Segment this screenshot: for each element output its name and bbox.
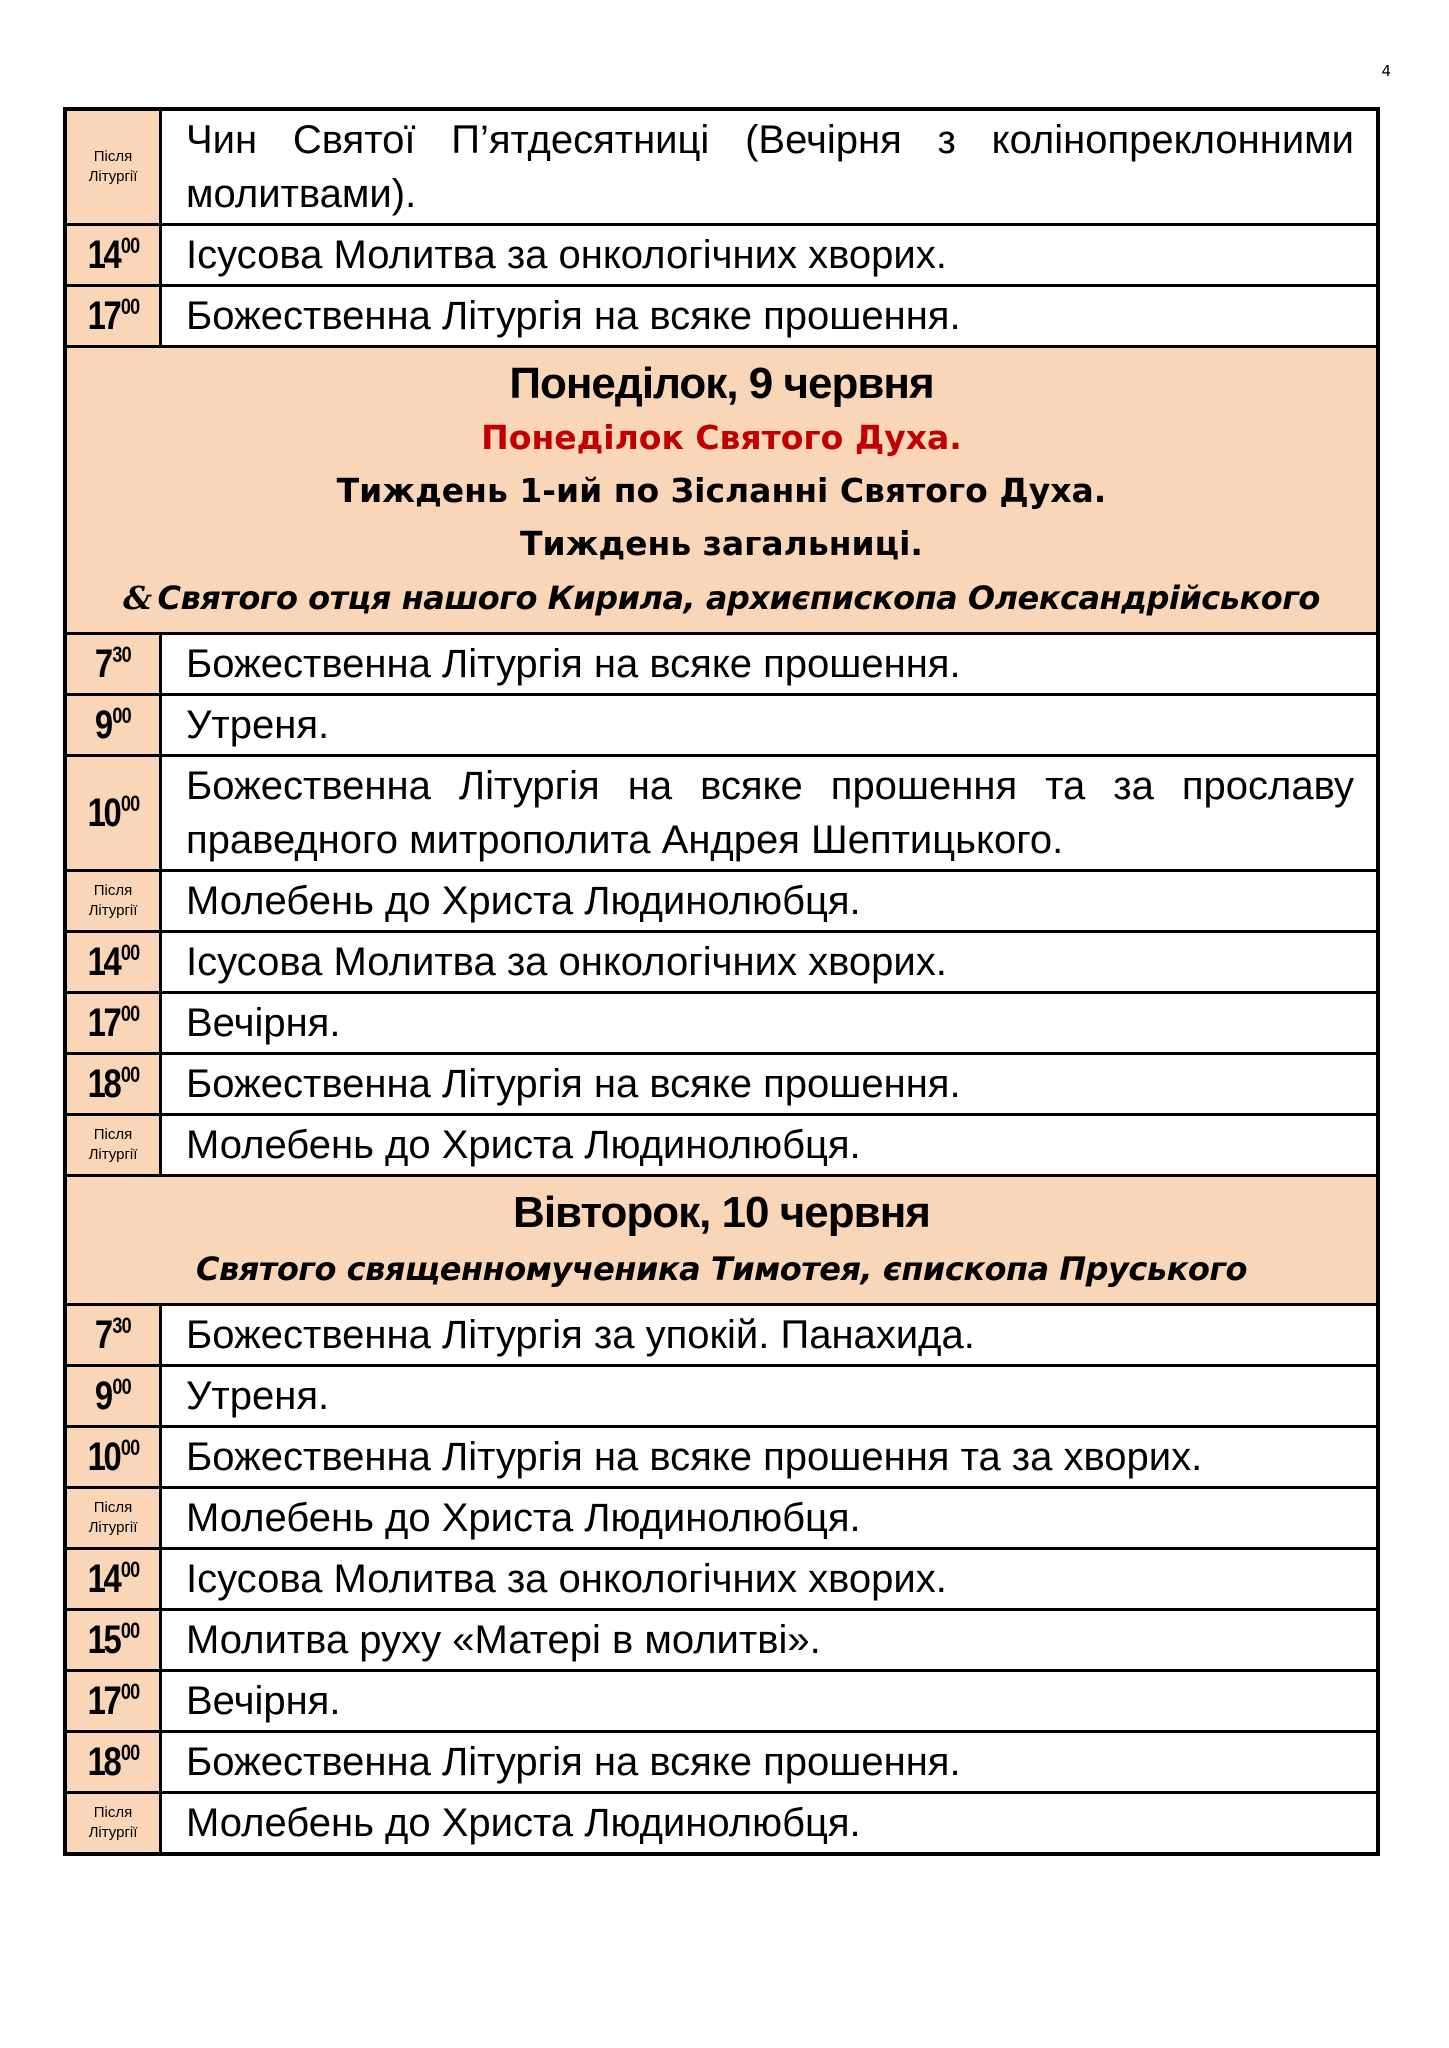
service-description: Молебень до Христа Людинолюбця. [161, 1115, 1379, 1176]
time-minutes: 00 [120, 940, 139, 965]
service-description: Чин Святої П’ятдесятниці (Вечірня з колінопреклонними молитвами). [161, 109, 1379, 225]
after-liturgy-label: Після [93, 1499, 133, 1516]
service-time [87, 235, 139, 275]
schedule-row [65, 634, 1378, 695]
service-description: Божественна Літургія на всяке прошення та за прославу праведного митрополита Андрея Шептицького. [161, 756, 1379, 871]
time-hour: 9 [95, 703, 111, 747]
time-hour: 17 [87, 294, 119, 338]
schedule-row [65, 1671, 1378, 1732]
day-header [65, 1176, 1378, 1305]
time-hour: 14 [87, 940, 119, 984]
service-time [87, 1559, 139, 1599]
time-hour: 15 [87, 1618, 119, 1662]
service-time [87, 793, 139, 833]
day-header-row [65, 1176, 1378, 1305]
service-time [95, 644, 131, 684]
service-description: Утреня. [161, 1366, 1379, 1427]
service-description: Божественна Літургія на всяке прошення та за хворих. [161, 1427, 1379, 1488]
schedule-rows-monday [65, 634, 1378, 1176]
schedule-row [65, 109, 1378, 225]
time-hour: 17 [87, 1679, 119, 1723]
day-header [65, 347, 1378, 634]
schedule-row [65, 932, 1378, 993]
saint-name: Святого отця нашого Кирила, архиєпископа Олександрійського [157, 579, 1320, 617]
schedule-row [65, 1054, 1378, 1115]
time-cell [65, 1305, 161, 1366]
service-time [95, 1376, 131, 1416]
rite-symbol: & [123, 579, 152, 617]
time-cell [65, 109, 161, 225]
schedule-row [65, 1549, 1378, 1610]
week-note: Тиждень загальниці. [520, 524, 923, 563]
service-description: Молебень до Христа Людинолюбця. [161, 1793, 1379, 1855]
time-cell [65, 695, 161, 756]
after-liturgy-label: Літургії [88, 1824, 138, 1841]
time-minutes: 00 [120, 294, 139, 319]
time-minutes: 00 [120, 1435, 139, 1460]
time-cell [65, 993, 161, 1054]
schedule-row [65, 1427, 1378, 1488]
time-minutes: 00 [120, 791, 139, 816]
time-cell [65, 1793, 161, 1855]
service-description: Божественна Літургія на всяке прошення. [161, 1054, 1379, 1115]
time-hour: 17 [87, 1001, 119, 1045]
time-hour: 14 [87, 233, 119, 277]
schedule-row [65, 286, 1378, 347]
service-description: Божественна Літургія на всяке прошення. [161, 286, 1379, 347]
time-cell [65, 1671, 161, 1732]
service-description: Божественна Літургія за упокій. Панахида. [161, 1305, 1379, 1366]
time-cell [65, 1427, 161, 1488]
time-minutes: 00 [120, 1062, 139, 1087]
time-cell [65, 1054, 161, 1115]
service-time [87, 1003, 139, 1043]
service-description: Ісусова Молитва за онкологічних хворих. [161, 932, 1379, 993]
schedule-row [65, 1488, 1378, 1549]
day-title: Вівторок, 10 червня [513, 1188, 930, 1237]
page-number: 4 [1381, 62, 1391, 80]
time-cell [65, 1610, 161, 1671]
day-title: Понеділок, 9 червня [509, 359, 934, 408]
time-cell [65, 871, 161, 932]
time-cell [65, 1488, 161, 1549]
time-hour: 10 [87, 791, 119, 835]
schedule-row [65, 695, 1378, 756]
time-hour: 9 [95, 1374, 111, 1418]
saint-commemoration [77, 570, 1366, 626]
service-time [87, 296, 139, 336]
after-liturgy-label: Літургії [88, 1519, 138, 1536]
schedule-section-sunday [65, 109, 1378, 347]
schedule-rows-tuesday [65, 1305, 1378, 1855]
time-minutes: 30 [112, 642, 131, 667]
time-minutes: 00 [120, 1557, 139, 1582]
after-liturgy-label: Літургії [88, 1146, 138, 1163]
schedule-row [65, 1115, 1378, 1176]
schedule-section-monday [65, 347, 1378, 634]
time-cell [65, 932, 161, 993]
week-note: Тиждень 1-ий по Зісланні Святого Духа. [336, 471, 1107, 510]
service-time [87, 1437, 139, 1477]
schedule-row [65, 1732, 1378, 1793]
time-hour: 7 [95, 1313, 111, 1357]
time-cell [65, 1115, 161, 1176]
schedule-row [65, 1366, 1378, 1427]
time-hour: 10 [87, 1435, 119, 1479]
time-cell [65, 1366, 161, 1427]
time-cell [65, 634, 161, 695]
time-cell [65, 1732, 161, 1793]
service-time [87, 1620, 139, 1660]
service-description: Вечірня. [161, 993, 1379, 1054]
time-minutes: 00 [120, 1001, 139, 1026]
service-description: Молебень до Христа Людинолюбця. [161, 1488, 1379, 1549]
after-liturgy-label: Літургії [88, 168, 138, 185]
service-description: Божественна Літургія на всяке прошення. [161, 634, 1379, 695]
time-minutes: 00 [120, 1679, 139, 1704]
time-hour: 14 [87, 1557, 119, 1601]
schedule-row [65, 1793, 1378, 1855]
service-description: Утреня. [161, 695, 1379, 756]
time-cell [65, 225, 161, 286]
service-time [87, 1681, 139, 1721]
service-description: Молитва руху «Матері в молитві». [161, 1610, 1379, 1671]
after-liturgy-label: Літургії [88, 902, 138, 919]
schedule-row [65, 993, 1378, 1054]
time-minutes: 00 [112, 1374, 131, 1399]
schedule-section-tuesday [65, 1176, 1378, 1305]
day-header-row [65, 347, 1378, 634]
after-liturgy-label: Після [93, 148, 133, 165]
after-liturgy-label: Після [93, 1804, 133, 1821]
service-time [87, 1064, 139, 1104]
after-liturgy-label: Після [93, 882, 133, 899]
time-minutes: 00 [120, 233, 139, 258]
after-liturgy-label: Після [93, 1126, 133, 1143]
service-description: Ісусова Молитва за онкологічних хворих. [161, 1549, 1379, 1610]
feast-name: Понеділок Святого Духа. [481, 418, 962, 457]
time-minutes: 00 [120, 1618, 139, 1643]
schedule-table [63, 107, 1380, 1856]
schedule-row [65, 1305, 1378, 1366]
service-time [87, 942, 139, 982]
saint-commemoration: Святого священномученика Тимотея, єпископа Пруського [195, 1250, 1248, 1288]
time-cell [65, 756, 161, 871]
time-hour: 18 [87, 1062, 119, 1106]
service-description: Божественна Літургія на всяке прошення. [161, 1732, 1379, 1793]
time-minutes: 30 [112, 1313, 131, 1338]
schedule-row [65, 871, 1378, 932]
service-time [95, 705, 131, 745]
service-time [87, 1742, 139, 1782]
time-hour: 7 [95, 642, 111, 686]
service-description: Ісусова Молитва за онкологічних хворих. [161, 225, 1379, 286]
time-cell [65, 286, 161, 347]
schedule-row [65, 756, 1378, 871]
time-cell [65, 1549, 161, 1610]
time-hour: 18 [87, 1740, 119, 1784]
service-description: Молебень до Христа Людинолюбця. [161, 871, 1379, 932]
service-time [95, 1315, 131, 1355]
schedule-row [65, 1610, 1378, 1671]
schedule-row [65, 225, 1378, 286]
time-minutes: 00 [120, 1740, 139, 1765]
time-minutes: 00 [112, 703, 131, 728]
service-description: Вечірня. [161, 1671, 1379, 1732]
